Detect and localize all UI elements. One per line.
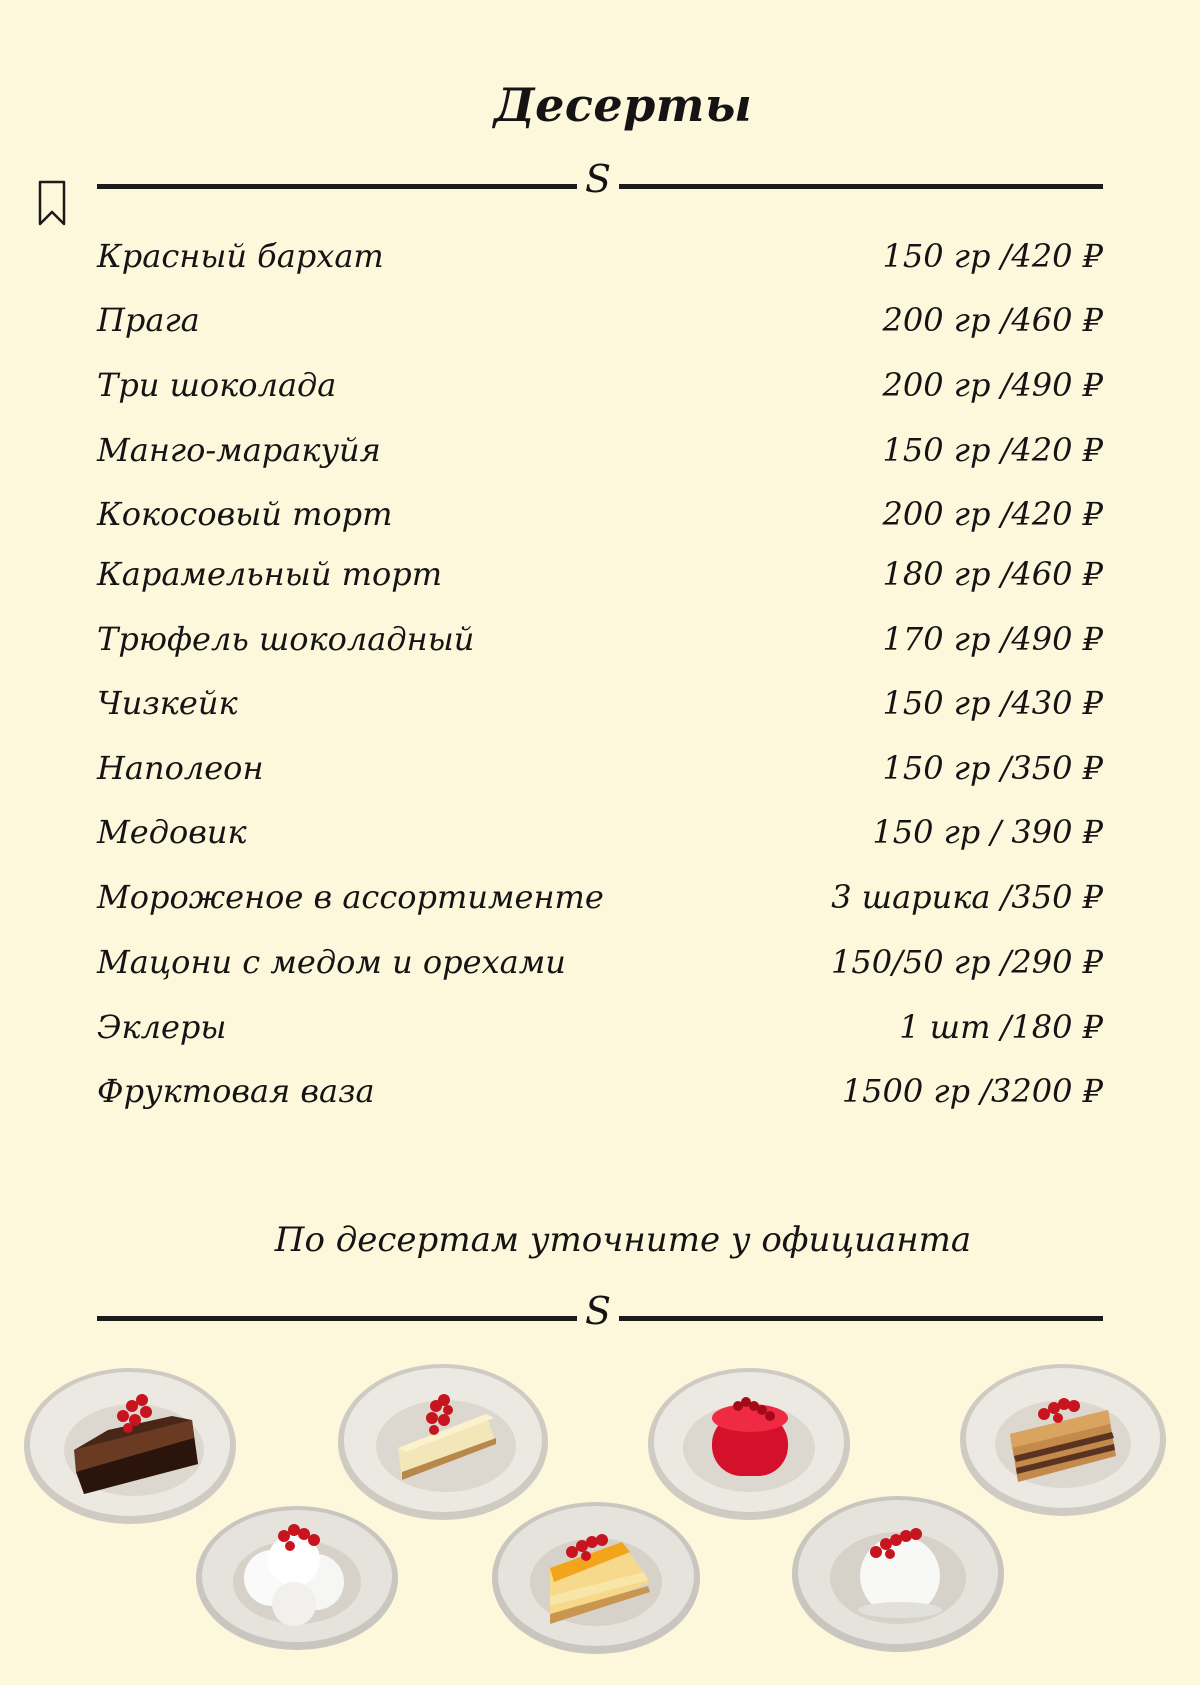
item-name: Эклеры [97, 1008, 227, 1046]
item-name: Чизкейк [97, 684, 238, 722]
bookmark-icon[interactable] [38, 180, 66, 226]
menu-item [97, 236, 1103, 276]
item-price: 180 гр /460 ₽ [882, 555, 1103, 593]
page-title: Десерты [493, 78, 753, 132]
divider-line-right [619, 1316, 1103, 1321]
menu-item [97, 300, 1103, 340]
item-name: Мороженое в ассортименте [97, 878, 604, 916]
item-name: Медовик [97, 813, 247, 851]
item-price: 150 гр /420 ₽ [882, 431, 1103, 469]
item-name: Трюфель шоколадный [97, 620, 475, 658]
item-name: Мацони с медом и орехами [97, 943, 566, 981]
menu-item [97, 494, 1103, 534]
menu-item [97, 683, 1103, 723]
item-price: 150 гр /350 ₽ [882, 749, 1103, 787]
divider-line-right [619, 184, 1103, 189]
mango-cake-photo [490, 1496, 702, 1656]
ice-cream-photo [790, 1490, 1006, 1654]
item-name: Красный бархат [97, 237, 384, 275]
item-price: 200 гр /490 ₽ [882, 366, 1103, 404]
item-name: Карамельный торт [97, 555, 443, 593]
item-price: 200 гр /460 ₽ [882, 301, 1103, 339]
top-divider [97, 157, 1103, 206]
meringue-photo [194, 1500, 400, 1654]
menu-item [97, 554, 1103, 594]
bottom-divider [97, 1289, 1103, 1338]
menu-item [97, 619, 1103, 659]
menu-item [97, 812, 1103, 852]
item-price: 150 гр /430 ₽ [882, 684, 1103, 722]
waiter-note: По десертам уточните у официанта [274, 1220, 972, 1260]
divider-ornament: S [584, 157, 612, 201]
item-name: Фруктовая ваза [97, 1072, 375, 1110]
item-name: Манго-маракуйя [97, 431, 381, 469]
item-name: Прага [97, 301, 200, 339]
menu-item [97, 430, 1103, 470]
item-price: 170 гр /490 ₽ [882, 620, 1103, 658]
divider-ornament: S [584, 1289, 612, 1333]
menu-item [97, 877, 1103, 917]
divider-line-left [97, 184, 577, 189]
item-price: 3 шарика /350 ₽ [831, 878, 1103, 916]
item-price: 1 шт /180 ₽ [899, 1008, 1103, 1046]
item-price: 200 гр /420 ₽ [882, 495, 1103, 533]
menu-item [97, 748, 1103, 788]
menu-item [97, 1071, 1103, 1111]
menu-item [97, 942, 1103, 982]
item-price: 150/50 гр /290 ₽ [831, 943, 1103, 981]
menu-item [97, 1007, 1103, 1047]
item-name: Кокосовый торт [97, 495, 393, 533]
divider-line-left [97, 1316, 577, 1321]
item-name: Три шоколада [97, 366, 337, 404]
item-price: 150 гр /420 ₽ [882, 237, 1103, 275]
item-price: 1500 гр /3200 ₽ [841, 1072, 1103, 1110]
menu-item [97, 365, 1103, 405]
item-name: Наполеон [97, 749, 264, 787]
item-price: 150 гр / 390 ₽ [872, 813, 1103, 851]
